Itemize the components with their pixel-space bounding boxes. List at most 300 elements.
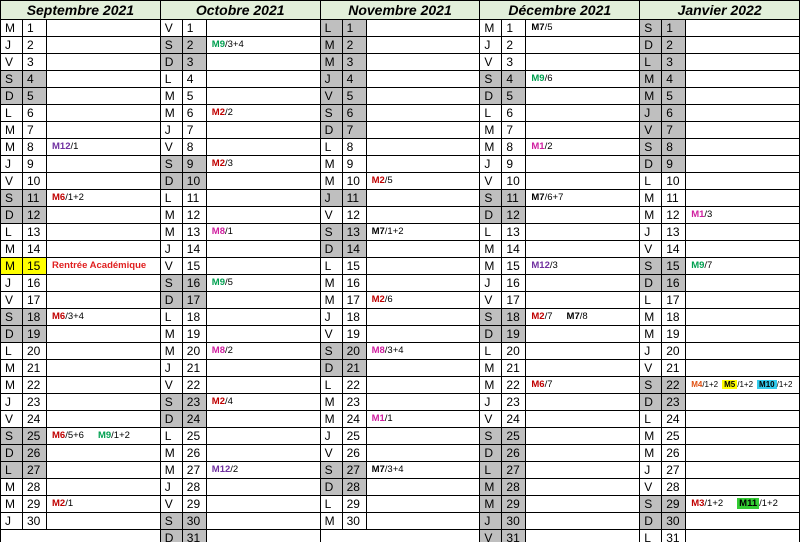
day-row: [480, 428, 639, 445]
event-cell: [686, 88, 799, 104]
session-number: /2: [544, 141, 553, 152]
day-row: [640, 326, 799, 343]
day-row: [640, 258, 799, 275]
weekday-letter: S: [321, 462, 343, 478]
module-code: M9: [97, 430, 112, 441]
event-cell: [367, 224, 480, 240]
day-number: 16: [183, 275, 207, 291]
day-number: 17: [183, 292, 207, 308]
day-number: 31: [502, 530, 526, 542]
weekday-letter: M: [640, 207, 662, 223]
day-row: [161, 275, 320, 292]
weekday-letter: J: [640, 462, 662, 478]
event-entry: [98, 430, 130, 441]
event-cell: [686, 241, 799, 257]
day-number: 22: [343, 377, 367, 393]
day-row: [480, 496, 639, 513]
event-cell: [526, 122, 639, 138]
event-entry: [372, 464, 404, 475]
event-cell: [526, 207, 639, 223]
event-cell: [367, 275, 480, 291]
weekday-letter: V: [480, 54, 502, 70]
weekday-letter: M: [480, 241, 502, 257]
event-entry: [372, 413, 393, 424]
day-row: [480, 156, 639, 173]
weekday-letter: L: [321, 139, 343, 155]
month-column: [480, 0, 640, 542]
event-cell: [207, 377, 320, 393]
weekday-letter: S: [321, 343, 343, 359]
day-row: [161, 139, 320, 156]
day-row: [480, 360, 639, 377]
day-row: [480, 377, 639, 394]
event-cell: [526, 428, 639, 444]
event-cell: [207, 513, 320, 529]
event-cell: [526, 37, 639, 53]
module-code: M11: [739, 498, 758, 509]
day-row: [321, 241, 480, 258]
day-number: 3: [343, 54, 367, 70]
weekday-letter: V: [480, 530, 502, 542]
day-number: 2: [502, 37, 526, 53]
day-number: 11: [23, 190, 47, 206]
weekday-letter: J: [640, 105, 662, 121]
event-entry: [52, 192, 84, 203]
weekday-letter: L: [640, 173, 662, 189]
session-number: /3+4: [225, 39, 244, 50]
event-cell: [207, 326, 320, 342]
day-number: 16: [662, 275, 686, 291]
day-row: [321, 173, 480, 190]
day-row: [1, 71, 160, 88]
event-cell: [686, 445, 799, 461]
event-cell: [367, 173, 480, 189]
session-number: /4: [225, 396, 233, 407]
module-code: M8: [211, 226, 225, 237]
day-row: [321, 377, 480, 394]
event-cell: [526, 258, 639, 274]
session-number: /5: [544, 22, 553, 33]
day-row: [161, 479, 320, 496]
weekday-letter: M: [640, 190, 662, 206]
day-row: [321, 496, 480, 513]
weekday-letter: M: [480, 360, 502, 376]
event-cell: [47, 20, 160, 36]
day-row: [321, 190, 480, 207]
day-row: [161, 462, 320, 479]
day-row: [1, 411, 160, 428]
day-number: 25: [662, 428, 686, 444]
weekday-letter: M: [640, 309, 662, 325]
weekday-letter: S: [161, 156, 183, 172]
weekday-letter: V: [640, 479, 662, 495]
day-number: 10: [183, 173, 207, 189]
day-number: 5: [183, 88, 207, 104]
weekday-letter: M: [321, 173, 343, 189]
weekday-letter: M: [1, 377, 23, 393]
day-number: 13: [183, 224, 207, 240]
day-number: 6: [183, 105, 207, 121]
day-number: 25: [343, 428, 367, 444]
module-code: M9: [531, 73, 545, 84]
event-cell: [367, 445, 480, 461]
day-row: [640, 241, 799, 258]
day-number: 9: [502, 156, 526, 172]
day-number: 27: [183, 462, 207, 478]
day-row: [161, 496, 320, 513]
event-cell: [526, 479, 639, 495]
day-number: 14: [502, 241, 526, 257]
event-cell: [686, 496, 799, 512]
day-number: 23: [23, 394, 47, 410]
weekday-letter: D: [161, 54, 183, 70]
weekday-letter: L: [480, 105, 502, 121]
event-cell: [367, 360, 480, 376]
module-code: M7: [531, 192, 545, 203]
event-cell: [686, 292, 799, 308]
day-row: [640, 190, 799, 207]
event-cell: [526, 309, 639, 325]
event-cell: [686, 105, 799, 121]
session-number: /1+2: [384, 226, 404, 237]
day-row: [480, 394, 639, 411]
day-number: 11: [343, 190, 367, 206]
day-row: [1, 377, 160, 394]
day-row: [161, 224, 320, 241]
day-row: [640, 496, 799, 513]
day-row: [1, 122, 160, 139]
event-cell: [367, 428, 480, 444]
weekday-letter: V: [640, 241, 662, 257]
weekday-letter: D: [321, 360, 343, 376]
day-row: [480, 122, 639, 139]
weekday-letter: S: [1, 309, 23, 325]
module-code: M6: [531, 379, 545, 390]
day-number: 8: [502, 139, 526, 155]
day-number: 25: [23, 428, 47, 444]
event-cell: [367, 377, 480, 393]
weekday-letter: S: [480, 190, 502, 206]
month-title: Septembre 2021: [1, 0, 160, 20]
event-entry: [52, 141, 78, 152]
day-number: 17: [502, 292, 526, 308]
session-number: /1: [225, 226, 233, 237]
event-entry: [531, 260, 557, 271]
event-cell: [207, 309, 320, 325]
day-row: [1, 309, 160, 326]
weekday-letter: J: [640, 224, 662, 240]
session-number: /1+2: [702, 380, 719, 389]
day-number: 26: [502, 445, 526, 461]
day-number: 10: [23, 173, 47, 189]
day-number: 30: [502, 513, 526, 529]
event-cell: [207, 428, 320, 444]
event-cell: [526, 105, 639, 121]
day-row: [1, 139, 160, 156]
weekday-letter: M: [321, 54, 343, 70]
weekday-letter: J: [1, 275, 23, 291]
day-number: 21: [343, 360, 367, 376]
day-number: 8: [183, 139, 207, 155]
day-number: 28: [343, 479, 367, 495]
day-row: [640, 530, 799, 542]
event-entry: [212, 345, 233, 356]
weekday-letter: V: [161, 139, 183, 155]
day-row: [321, 54, 480, 71]
weekday-letter: L: [1, 105, 23, 121]
weekday-letter: S: [321, 105, 343, 121]
day-row: [1, 462, 160, 479]
day-row: [321, 428, 480, 445]
day-number: 19: [662, 326, 686, 342]
event-cell: [367, 326, 480, 342]
day-number: 10: [662, 173, 686, 189]
day-row: [161, 309, 320, 326]
day-number: 8: [343, 139, 367, 155]
event-cell: [47, 241, 160, 257]
event-cell: [686, 428, 799, 444]
day-row: [640, 122, 799, 139]
event-cell: [207, 224, 320, 240]
event-cell: [686, 122, 799, 138]
event-cell: [526, 292, 639, 308]
weekday-letter: V: [480, 173, 502, 189]
day-number: 7: [183, 122, 207, 138]
day-number: 24: [183, 411, 207, 427]
day-row: [321, 394, 480, 411]
day-row: [480, 258, 639, 275]
weekday-letter: S: [480, 309, 502, 325]
day-number: 12: [502, 207, 526, 223]
module-code: M12: [52, 141, 71, 152]
day-number: 30: [343, 513, 367, 529]
day-row: [161, 156, 320, 173]
module-code: M6: [52, 430, 66, 441]
weekday-letter: V: [161, 377, 183, 393]
weekday-letter: J: [480, 275, 502, 291]
day-row: [161, 173, 320, 190]
day-number: 19: [343, 326, 367, 342]
day-number: 4: [662, 71, 686, 87]
day-number: 15: [23, 258, 47, 274]
event-cell: [47, 156, 160, 172]
day-row: [480, 513, 639, 530]
module-code: M6: [52, 311, 66, 322]
module-code: M5: [724, 380, 736, 389]
day-number: 29: [502, 496, 526, 512]
weekday-letter: M: [640, 71, 662, 87]
day-number: 19: [183, 326, 207, 342]
event-entry: [212, 396, 233, 407]
day-row: [1, 326, 160, 343]
event-cell: [47, 513, 160, 529]
day-number: 29: [662, 496, 686, 512]
event-cell: [367, 479, 480, 495]
day-number: 12: [23, 207, 47, 223]
day-number: 8: [662, 139, 686, 155]
weekday-letter: L: [640, 411, 662, 427]
event-entry: [691, 380, 718, 389]
event-cell: [47, 190, 160, 206]
event-cell: [686, 207, 799, 223]
weekday-letter: M: [640, 88, 662, 104]
day-row: [640, 360, 799, 377]
day-number: 18: [502, 309, 526, 325]
session-number: /1+2: [65, 192, 84, 203]
event-cell: [207, 173, 320, 189]
day-row: [480, 105, 639, 122]
day-row: [1, 258, 160, 275]
day-row: [1, 156, 160, 173]
weekday-letter: M: [640, 445, 662, 461]
weekday-letter: V: [321, 445, 343, 461]
module-code: M1: [371, 413, 385, 424]
day-row: [640, 88, 799, 105]
day-number: 14: [23, 241, 47, 257]
day-row: [161, 88, 320, 105]
event-entry: [757, 380, 792, 389]
day-number: 2: [662, 37, 686, 53]
day-row: [480, 190, 639, 207]
day-row: [480, 275, 639, 292]
weekday-letter: S: [640, 139, 662, 155]
day-number: 23: [662, 394, 686, 410]
day-row: [1, 513, 160, 530]
weekday-letter: S: [1, 190, 23, 206]
weekday-letter: S: [161, 513, 183, 529]
day-number: 5: [662, 88, 686, 104]
day-number: 19: [502, 326, 526, 342]
day-number: 20: [502, 343, 526, 359]
month-title: Janvier 2022: [640, 0, 799, 20]
month-column: [640, 0, 800, 542]
weekday-letter: S: [161, 394, 183, 410]
event-cell: [207, 343, 320, 359]
event-cell: [47, 292, 160, 308]
day-row: [480, 139, 639, 156]
day-row: [1, 88, 160, 105]
day-row: [640, 462, 799, 479]
session-number: /7: [544, 379, 553, 390]
event-cell: [207, 139, 320, 155]
event-cell: [367, 139, 480, 155]
event-cell: [686, 37, 799, 53]
weekday-letter: V: [161, 258, 183, 274]
event-entry: [691, 209, 712, 220]
weekday-letter: D: [1, 88, 23, 104]
event-cell: [47, 394, 160, 410]
event-entry: [212, 107, 233, 118]
module-code: M7: [531, 22, 545, 33]
event-cell: [526, 156, 639, 172]
day-row: [161, 37, 320, 54]
module-code: M3: [691, 498, 705, 509]
weekday-letter: M: [1, 122, 23, 138]
day-row: [640, 411, 799, 428]
event-cell: [686, 411, 799, 427]
event-cell: [686, 309, 799, 325]
weekday-letter: S: [321, 224, 343, 240]
weekday-letter: L: [321, 20, 343, 36]
day-row: [480, 411, 639, 428]
event-cell: [686, 479, 799, 495]
event-cell: [207, 445, 320, 461]
day-number: 9: [183, 156, 207, 172]
weekday-letter: V: [480, 292, 502, 308]
weekday-letter: S: [1, 428, 23, 444]
day-number: 26: [183, 445, 207, 461]
day-row: [321, 207, 480, 224]
day-row: [640, 513, 799, 530]
weekday-letter: L: [1, 462, 23, 478]
day-number: 14: [183, 241, 207, 257]
weekday-letter: D: [1, 207, 23, 223]
month-title: Octobre 2021: [161, 0, 320, 20]
event-cell: [367, 513, 480, 529]
module-code: M2: [531, 311, 545, 322]
session-number: /7: [544, 311, 553, 322]
weekday-letter: S: [640, 377, 662, 393]
day-number: 1: [343, 20, 367, 36]
event-cell: [367, 241, 480, 257]
event-cell: [526, 496, 639, 512]
event-cell: [207, 207, 320, 223]
weekday-letter: D: [161, 292, 183, 308]
event-cell: [207, 411, 320, 427]
event-cell: [207, 88, 320, 104]
day-number: 28: [23, 479, 47, 495]
day-number: 22: [23, 377, 47, 393]
weekday-letter: M: [161, 105, 183, 121]
event-cell: [526, 275, 639, 291]
weekday-letter: J: [1, 156, 23, 172]
day-number: 17: [343, 292, 367, 308]
module-code: M2: [211, 158, 225, 169]
session-number: /8: [579, 311, 588, 322]
session-number: /3+4: [384, 345, 404, 356]
module-code: M7: [371, 226, 385, 237]
session-number: /3: [225, 158, 233, 169]
event-cell: [686, 462, 799, 478]
weekday-letter: D: [640, 37, 662, 53]
weekday-letter: L: [480, 462, 502, 478]
session-number: /3+4: [65, 311, 84, 322]
day-number: 20: [343, 343, 367, 359]
day-row: [321, 258, 480, 275]
event-cell: [207, 156, 320, 172]
weekday-letter: L: [640, 530, 662, 542]
day-row: [161, 54, 320, 71]
module-code: M2: [371, 175, 385, 186]
weekday-letter: L: [1, 343, 23, 359]
day-number: 6: [502, 105, 526, 121]
event-cell: [207, 190, 320, 206]
module-code: M7: [371, 464, 385, 475]
weekday-letter: J: [480, 513, 502, 529]
weekday-letter: M: [321, 411, 343, 427]
weekday-letter: L: [640, 292, 662, 308]
module-code: M12: [211, 464, 231, 475]
weekday-letter: M: [480, 258, 502, 274]
month-title: Novembre 2021: [321, 0, 480, 20]
day-row: [321, 479, 480, 496]
day-row: [480, 343, 639, 360]
event-cell: [47, 326, 160, 342]
event-entry: [52, 311, 84, 322]
weekday-letter: S: [161, 275, 183, 291]
weekday-letter: M: [480, 139, 502, 155]
weekday-letter: D: [480, 445, 502, 461]
